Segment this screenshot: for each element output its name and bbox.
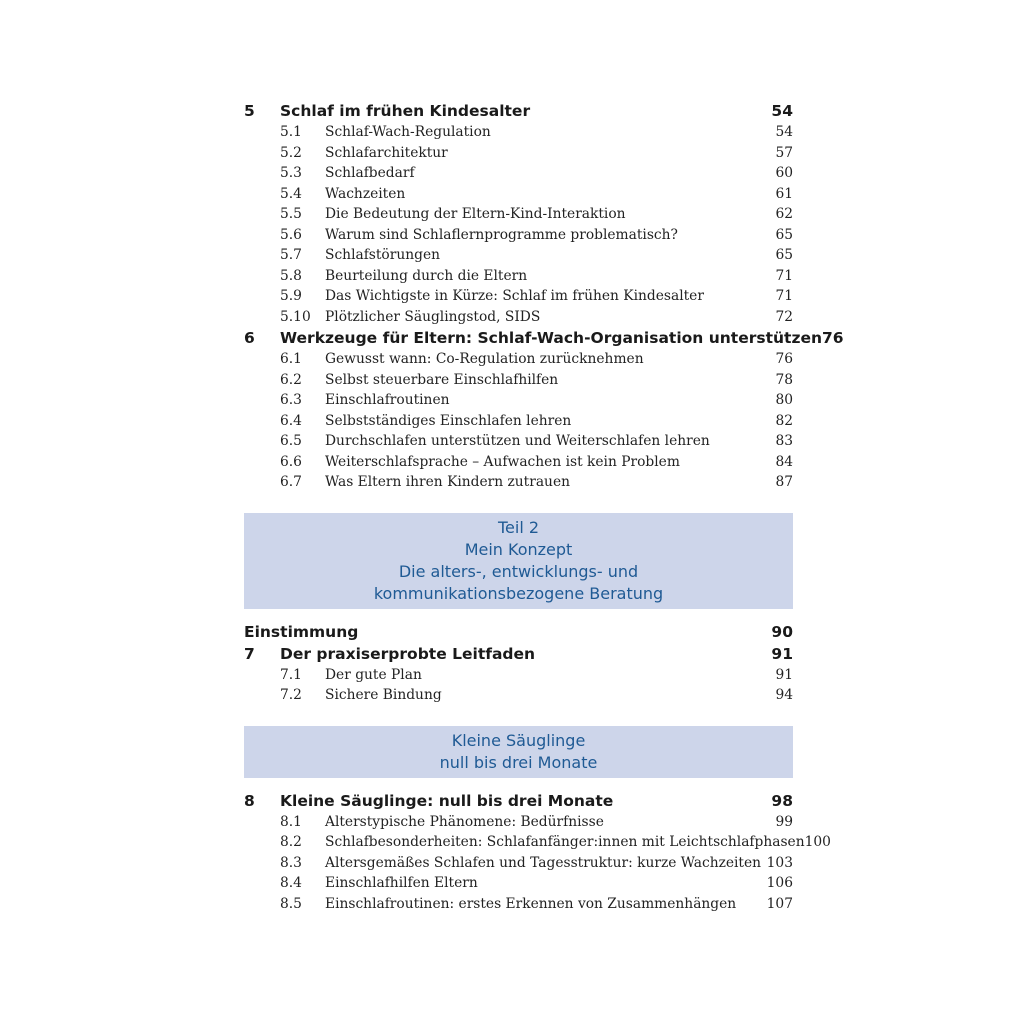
toc-page-number: 54 bbox=[775, 124, 793, 140]
toc-title: Einstimmung bbox=[244, 622, 359, 641]
toc-title: Einschlafhilfen Eltern bbox=[325, 875, 478, 891]
toc-entry-row bbox=[244, 855, 793, 876]
toc-title: Alterstypische Phänomene: Bedürfnisse bbox=[325, 813, 604, 830]
toc-number: 8.5 bbox=[280, 895, 302, 912]
toc-number: 8.2 bbox=[280, 834, 302, 850]
toc-entry-row bbox=[244, 247, 793, 268]
toc-entry-row bbox=[244, 875, 793, 896]
toc-page-number: 106 bbox=[766, 875, 793, 891]
toc-standalone-row bbox=[244, 623, 793, 645]
toc-page-number: 83 bbox=[775, 433, 793, 449]
toc-page-number: 98 bbox=[771, 791, 793, 810]
toc-number: 8.3 bbox=[280, 854, 302, 871]
toc-number: 7.1 bbox=[280, 666, 302, 683]
toc-number: 6.6 bbox=[280, 453, 302, 470]
toc-number: 6.2 bbox=[280, 371, 302, 388]
toc-entry-row bbox=[244, 834, 831, 855]
toc-number: 5.9 bbox=[280, 288, 302, 304]
toc-entry-row bbox=[244, 309, 793, 330]
toc-entry-row bbox=[244, 896, 793, 917]
toc-chapter-row bbox=[244, 792, 793, 814]
toc-title: Weiterschlafsprache – Aufwachen ist kein Problem bbox=[325, 453, 680, 470]
toc-number: 8.1 bbox=[280, 813, 302, 830]
toc-chapter-row bbox=[244, 102, 793, 124]
part-heading-line: Mein Konzept bbox=[464, 539, 573, 559]
toc-entry-row bbox=[244, 667, 793, 688]
toc-title: Durchschlafen unterstützen und Weiterschlafen lehren bbox=[325, 433, 710, 449]
toc-entry-row bbox=[244, 454, 793, 475]
toc-page-number: 71 bbox=[775, 267, 793, 284]
toc-page-number: 82 bbox=[775, 412, 793, 429]
part-heading-box bbox=[244, 513, 793, 609]
toc-title: Schlaf im frühen Kindesalter bbox=[280, 102, 531, 120]
part-heading-line: Kleine Säuglinge bbox=[451, 730, 586, 750]
toc-page-number: 94 bbox=[775, 687, 793, 703]
toc-page-number: 87 bbox=[775, 474, 793, 490]
toc-page-number: 99 bbox=[775, 813, 793, 830]
toc-title: Altersgemäßes Schlafen und Tagesstruktur: kurze Wachzeiten bbox=[325, 854, 762, 871]
toc-page-number: 65 bbox=[775, 226, 793, 243]
toc-entry-row bbox=[244, 165, 793, 186]
toc-number: 5 bbox=[244, 102, 255, 120]
toc-title: Warum sind Schlaflernprogramme problematisch? bbox=[325, 226, 678, 243]
toc-title: Der praxiserprobte Leitfaden bbox=[280, 644, 536, 663]
toc-number: 7 bbox=[244, 644, 255, 663]
toc-entry-row bbox=[244, 227, 793, 248]
toc-number: 8.4 bbox=[280, 875, 302, 891]
toc-page-number: 76 bbox=[775, 351, 793, 367]
toc-number: 6.7 bbox=[280, 474, 302, 490]
toc-number: 5.7 bbox=[280, 247, 302, 263]
part-heading-line: Teil 2 bbox=[497, 517, 540, 537]
toc-page-number: 54 bbox=[771, 102, 793, 120]
toc-entry-row bbox=[244, 351, 793, 372]
toc-entry-row bbox=[244, 413, 793, 434]
toc-page-number: 71 bbox=[775, 288, 793, 304]
toc-page-number: 80 bbox=[775, 392, 793, 408]
toc-entry-row bbox=[244, 372, 793, 393]
toc-title: Was Eltern ihren Kindern zutrauen bbox=[325, 474, 570, 490]
toc-title: Einschlafroutinen: erstes Erkennen von Zusammenhängen bbox=[325, 895, 737, 912]
toc-page-number: 90 bbox=[771, 622, 793, 641]
toc-entry-row bbox=[244, 145, 793, 166]
toc-page-number: 65 bbox=[775, 247, 793, 263]
toc-number: 6 bbox=[244, 329, 255, 347]
toc-entry-row bbox=[244, 474, 793, 495]
toc-number: 6.5 bbox=[280, 433, 302, 449]
toc-number: 5.8 bbox=[280, 267, 302, 284]
toc-number: 5.3 bbox=[280, 165, 302, 181]
toc-number: 7.2 bbox=[280, 687, 302, 703]
toc-title: Wachzeiten bbox=[325, 185, 406, 202]
toc-entry-row bbox=[244, 433, 793, 454]
toc-entry-row bbox=[244, 814, 793, 835]
toc-number: 6.1 bbox=[280, 351, 302, 367]
toc-title: Plötzlicher Säuglingstod, SIDS bbox=[325, 308, 541, 325]
toc-number: 5.6 bbox=[280, 226, 302, 243]
toc-number: 6.4 bbox=[280, 412, 302, 429]
toc-page-number: 84 bbox=[775, 453, 793, 470]
toc-number: 5.10 bbox=[280, 308, 311, 325]
toc-entry-row bbox=[244, 206, 793, 227]
toc-title: Die Bedeutung der Eltern-Kind-Interaktion bbox=[325, 206, 626, 222]
toc-page-number: 107 bbox=[766, 895, 793, 912]
toc-entry-row bbox=[244, 687, 793, 708]
toc-chapter-row bbox=[244, 645, 793, 667]
toc-page-number: 100 bbox=[804, 834, 831, 850]
toc-number: 5.2 bbox=[280, 144, 302, 161]
toc-entry-row bbox=[244, 268, 793, 289]
toc-number: 5.1 bbox=[280, 124, 302, 140]
toc-entry-row bbox=[244, 186, 793, 207]
toc-page-number: 61 bbox=[775, 185, 793, 202]
toc-title: Der gute Plan bbox=[325, 666, 422, 683]
toc-entry-row bbox=[244, 392, 793, 413]
toc-title: Einschlafroutinen bbox=[325, 392, 450, 408]
toc-title: Schlafbesonderheiten: Schlafanfänger:innen mit Leichtschlafphasen bbox=[325, 834, 805, 850]
part-heading-line: kommunikationsbezogene Beratung bbox=[373, 583, 664, 603]
toc-title: Schlafbedarf bbox=[325, 165, 415, 181]
toc-page-number: 62 bbox=[775, 206, 793, 222]
toc-page-number: 76 bbox=[822, 329, 844, 347]
toc-title: Sichere Bindung bbox=[325, 687, 442, 703]
part-heading-line: null bis drei Monate bbox=[439, 752, 598, 772]
toc-title: Das Wichtigste in Kürze: Schlaf im frühen Kindesalter bbox=[325, 288, 704, 304]
toc-number: 5.5 bbox=[280, 206, 302, 222]
toc-title: Gewusst wann: Co-Regulation zurücknehmen bbox=[325, 351, 644, 367]
toc-title: Schlafstörungen bbox=[325, 247, 440, 263]
toc-page-number: 78 bbox=[775, 371, 793, 388]
toc-page-number: 60 bbox=[775, 165, 793, 181]
toc-number: 6.3 bbox=[280, 392, 302, 408]
toc-title: Beurteilung durch die Eltern bbox=[325, 267, 528, 284]
toc-number: 5.4 bbox=[280, 185, 302, 202]
toc-title: Schlafarchitektur bbox=[325, 144, 448, 161]
table-of-contents bbox=[244, 102, 844, 916]
toc-number: 8 bbox=[244, 791, 255, 810]
toc-title: Schlaf-Wach-Regulation bbox=[325, 124, 491, 140]
toc-title: Selbstständiges Einschlafen lehren bbox=[325, 412, 572, 429]
toc-page-number: 91 bbox=[775, 666, 793, 683]
toc-entry-row bbox=[244, 288, 793, 309]
toc-page-number: 103 bbox=[766, 854, 793, 871]
toc-page-number: 57 bbox=[775, 144, 793, 161]
toc-title: Kleine Säuglinge: null bis drei Monate bbox=[280, 791, 614, 810]
toc-entry-row bbox=[244, 124, 793, 145]
toc-title: Selbst steuerbare Einschlafhilfen bbox=[325, 371, 559, 388]
part-heading-box bbox=[244, 726, 793, 778]
part-heading-line: Die alters-, entwicklungs- und bbox=[398, 561, 639, 581]
toc-chapter-row bbox=[244, 329, 844, 351]
toc-page-number: 72 bbox=[775, 308, 793, 325]
toc-page-number: 91 bbox=[771, 644, 793, 663]
toc-title: Werkzeuge für Eltern: Schlaf-Wach-Organisation unterstützen bbox=[280, 329, 823, 347]
